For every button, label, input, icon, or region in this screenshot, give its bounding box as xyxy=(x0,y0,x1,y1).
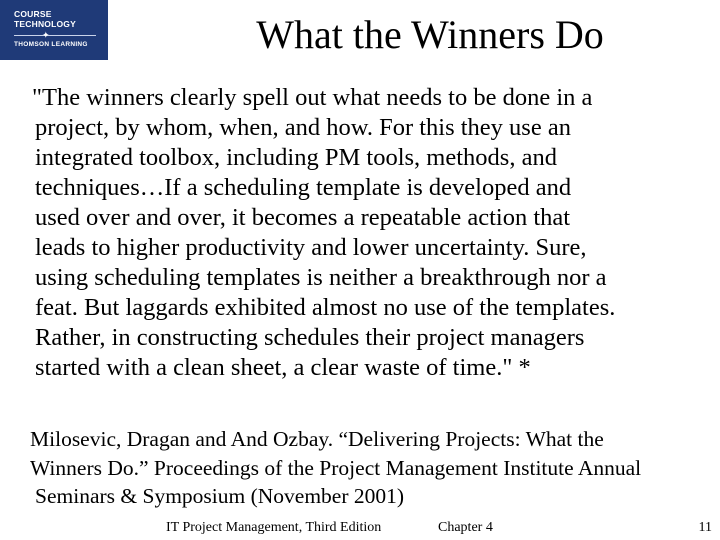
quote-line: "The winners clearly spell out what needs to be done in a xyxy=(32,84,593,111)
logo-star-icon: ✦ xyxy=(42,30,50,40)
quote-line: techniques…If a scheduling template is developed and xyxy=(35,174,572,201)
quote-line: Rather, in constructing schedules their project managers xyxy=(35,324,585,351)
quote-line: project, by whom, when, and how. For this they use an xyxy=(35,114,571,141)
quote-block xyxy=(32,83,712,383)
citation-block xyxy=(30,425,720,511)
citation-line: Winners Do.” Proceedings of the Project Management Institute Annual xyxy=(30,455,642,480)
logo-line-thomson: THOMSON LEARNING xyxy=(14,41,88,48)
footer-page-number: 11 xyxy=(698,520,712,535)
quote-line: using scheduling templates is neither a breakthrough nor a xyxy=(35,264,607,291)
logo-line-technology: TECHNOLOGY xyxy=(14,19,76,29)
course-technology-logo xyxy=(0,0,108,60)
logo-divider xyxy=(14,30,96,40)
citation-line: Milosevic, Dragan and And Ozbay. “Delivering Projects: What the xyxy=(30,427,604,451)
quote-line: feat. But laggards exhibited almost no use of the templates. xyxy=(35,294,616,321)
quote-line: integrated toolbox, including PM tools, methods, and xyxy=(35,144,557,171)
footer-chapter: Chapter 4 xyxy=(438,520,493,535)
footer-book-title: IT Project Management, Third Edition xyxy=(166,520,382,535)
logo-line-course: COURSE xyxy=(14,9,52,19)
quote-line: used over and over, it becomes a repeatable action that xyxy=(35,204,571,231)
citation-line: Seminars & Symposium (November 2001) xyxy=(35,484,405,508)
quote-line: leads to higher productivity and lower uncertainty. Sure, xyxy=(35,234,587,261)
slide-title: What the Winners Do xyxy=(256,12,604,57)
slide-footer xyxy=(0,519,720,539)
quote-line: started with a clean sheet, a clear waste of time." * xyxy=(35,354,531,381)
